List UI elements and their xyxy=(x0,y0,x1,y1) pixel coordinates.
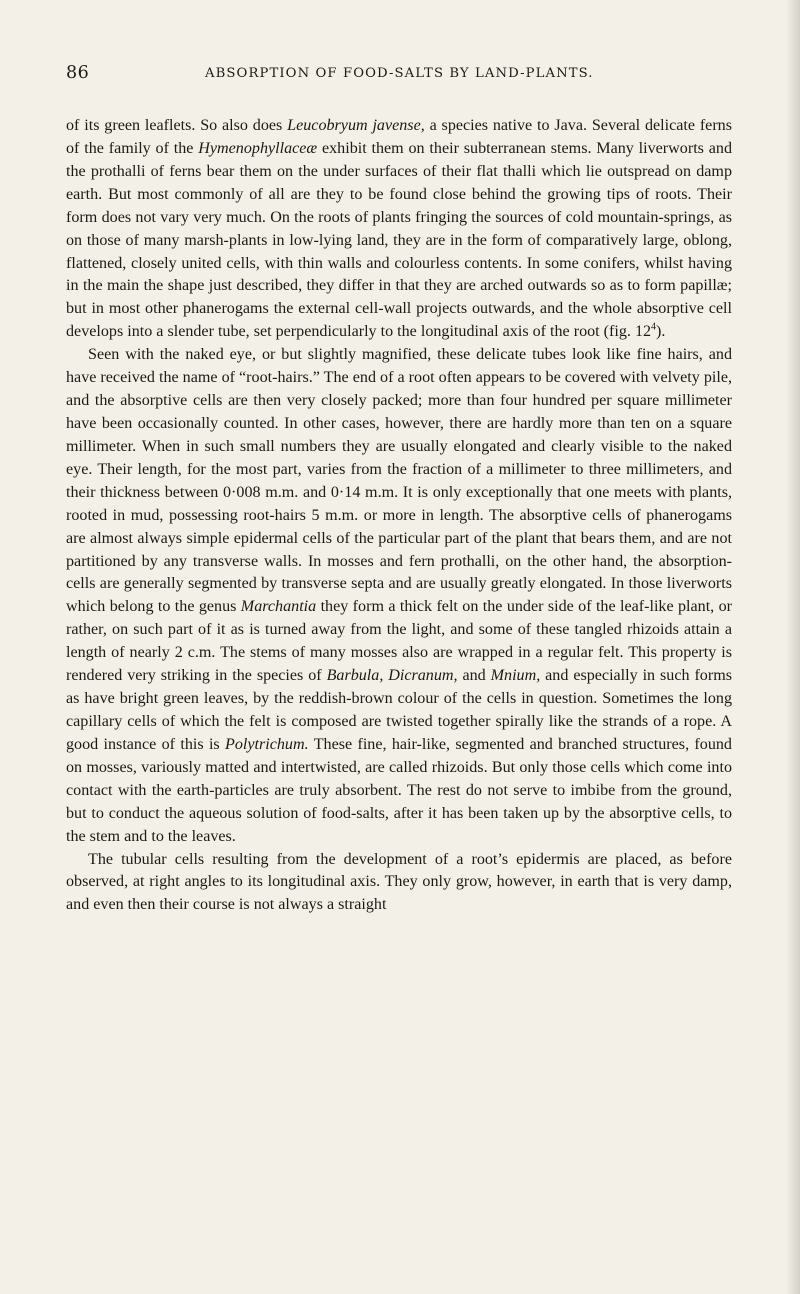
running-title: ABSORPTION OF FOOD-SALTS BY LAND-PLANTS. xyxy=(205,66,594,81)
italic-text: Mnium, xyxy=(490,667,541,685)
italic-text: Marchantia xyxy=(240,598,317,616)
text-run: ). xyxy=(656,323,666,341)
figure-superscript: 4 xyxy=(651,321,657,333)
text-run: exhibit them on their subterranean stems. Many liverworts and the prothalli of ferns bear them on the under surfaces of their flat thalli which lie outspread on damp earth. But most commonly of all are they to be found close behind the growing tips of roots. Their form does not vary very much. On the roots of plants fringing the sources of cold mountain-springs, as on those of many marsh-plants in low-lying land, they are in the form of comparatively large, oblong, flattened, closely united cells, with thin walls and colourless contents. In some conifers, whilst having in the main the shape just described, they differ in that they are arched outwards so as to form papillæ; but in most other phanerogams the external cell-wall projects outwards, and the whole absorptive cell develops into a slender tube, set perpendicularly to the longitudinal axis of the root (fig. 12 xyxy=(66,139,732,341)
paragraph xyxy=(66,115,732,344)
page-edge-shadow xyxy=(786,0,800,1294)
italic-text: Leucobryum javense, xyxy=(287,117,425,134)
text-run: The tubular cells resulting from the development of a root’s epidermis are placed, as before observed, at right angles to its longitudinal axis. They only grow, however, in earth that is very damp, and even then their course is not always a straight xyxy=(66,850,732,914)
body-text xyxy=(66,115,732,917)
page-number: 86 xyxy=(66,63,90,83)
text-run: of its green leaflets. So also does xyxy=(66,117,288,134)
italic-text: Hymenophyllaceæ xyxy=(198,139,318,157)
text-run: Seen with the naked eye, or but slightly magnified, these delicate tubes look like fine hairs, and have received the name of “root-hairs.” The end of a root often appears to be covered with velvety pile, and the absorptive cells are then very closely packed; more than four hundred per square millimeter have been occasionally counted. In other cases, however, there are hardly more than ten on a square millimeter. When in such small numbers they are usually elongated and clearly visible to the naked eye. Their length, for the most part, varies from the fraction of a millimeter to three millimeters, and their thickness between 0·008 m.m. and 0·14 m.m. It is only exceptionally that one meets with plants, rooted in mud, possessing root-hairs 5 m.m. or more in length. The absorptive cells of phanerogams are almost always simple epidermal cells of the particular part of the plant that bears them, and are not partitioned by any transverse walls. In mosses and fern prothalli, on the other hand, the absorption-cells are generally segmented by transverse septa and are usually greatly elongated. In those liverworts which belong to the genus xyxy=(66,346,732,616)
text-run: These fine, hair-like, segmented and branched structures, found on mosses, variously matted and intertwisted, are called rhizoids. But only those cells which come into contact with the earth-particles are truly absorbent. The rest do not serve to imbibe from the ground, but to conduct the aqueous solution of food-salts, after it has been taken up by the absorptive cells, to the stem and to the leaves. xyxy=(66,735,732,845)
paragraph xyxy=(66,849,732,918)
text-run: and xyxy=(457,667,491,685)
text-run: and especially in such forms as have bright green leaves, by the reddish-brown colour of the cells in question. Sometimes the long capillary cells of which the felt is composed are twisted together spirally like the strands of a rope. A good instance of this is xyxy=(66,667,732,753)
text-run: they form a thick felt on the under side of the leaf-like plant, or rather, on such part of it as is turned away from the light, and some of these tangled rhizoids attain a length of nearly 2 c.m. The stems of many mosses also are wrapped in a regular felt. This property is rendered very striking in the species of xyxy=(66,598,732,685)
italic-text: Barbula, Dicranum, xyxy=(326,667,458,685)
paragraph xyxy=(66,344,732,848)
italic-text: Polytrichum. xyxy=(225,735,309,753)
text-run: a species native to Java. Several delicate ferns of the family of the xyxy=(66,117,732,157)
